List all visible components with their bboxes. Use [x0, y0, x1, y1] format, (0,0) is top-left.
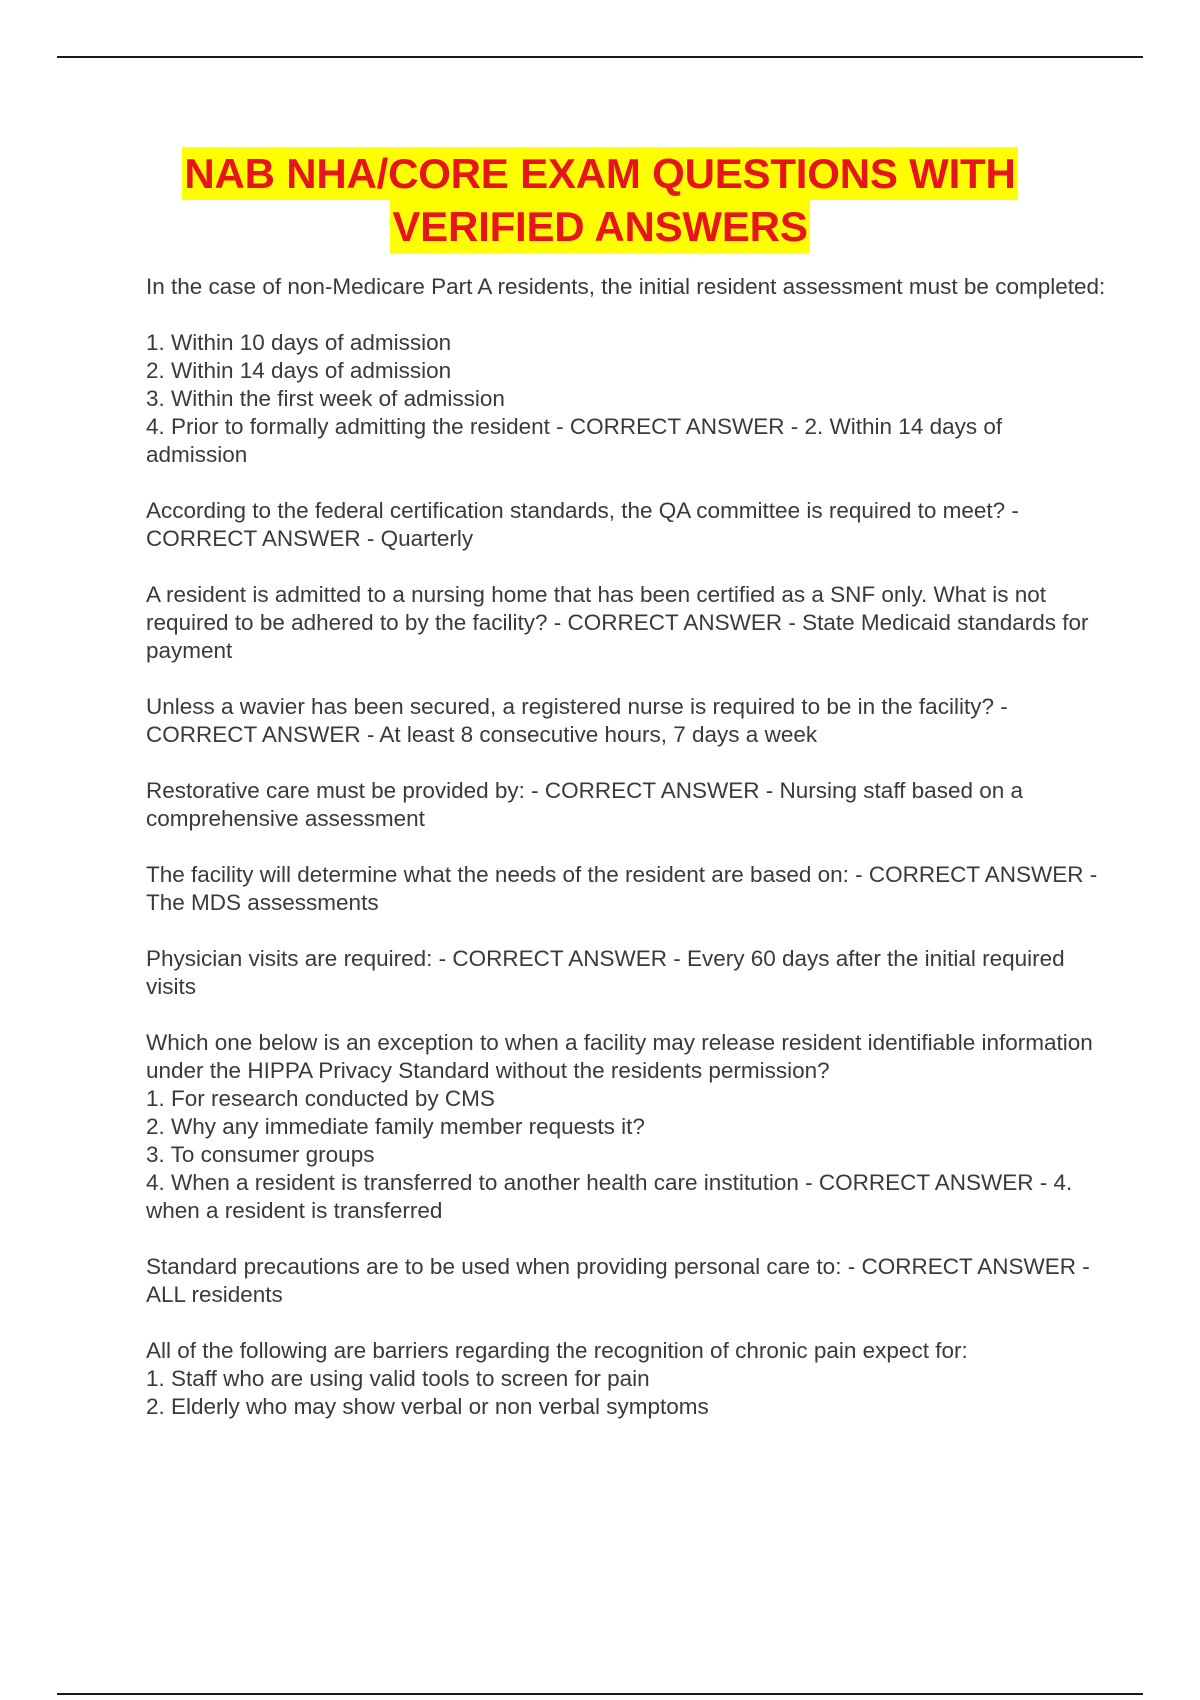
option: 2. Elderly who may show verbal or non verbal symptoms	[146, 1394, 709, 1419]
question-text: A resident is admitted to a nursing home that has been certified as a SNF only. What is not required to be adhered to by the facility? - CORRECT ANSWER - State Medicaid standards for payment	[146, 582, 1089, 663]
title-line-1: NAB NHA/CORE EXAM QUESTIONS WITH	[182, 147, 1017, 200]
option: 3. To consumer groups	[146, 1142, 375, 1167]
question-text: Restorative care must be provided by: - CORRECT ANSWER - Nursing staff based on a comprehensive assessment	[146, 778, 1024, 831]
qa-item	[146, 497, 1106, 553]
footer-rule	[57, 1693, 1143, 1695]
option: 2. Within 14 days of admission	[146, 358, 452, 383]
question-text: Which one below is an exception to when a facility may release resident identifiable information under the HIPPA Privacy Standard without the residents permission?	[146, 1030, 1093, 1083]
qa-item	[146, 945, 1106, 1001]
qa-item	[146, 273, 1106, 469]
question-text: Physician visits are required: - CORRECT ANSWER - Every 60 days after the initial required visits	[146, 946, 1065, 999]
qa-list	[146, 273, 1106, 1449]
options-list	[146, 1085, 1106, 1225]
question-text: All of the following are barriers regarding the recognition of chronic pain expect for:	[146, 1338, 968, 1363]
qa-item	[146, 1029, 1106, 1225]
option: 1. For research conducted by CMS	[146, 1086, 495, 1111]
question-text: Unless a wavier has been secured, a registered nurse is required to be in the facility? - CORRECT ANSWER - At least 8 consecutive hours, 7 days a week	[146, 694, 1008, 747]
document-title	[0, 147, 1200, 253]
option: 1. Within 10 days of admission	[146, 330, 452, 355]
option: 4. Prior to formally admitting the resident - CORRECT ANSWER - 2. Within 14 days of admission	[146, 414, 1003, 467]
question-text: In the case of non-Medicare Part A residents, the initial resident assessment must be completed:	[146, 274, 1106, 299]
header-rule	[57, 56, 1143, 58]
qa-item	[146, 861, 1106, 917]
qa-item	[146, 1337, 1106, 1421]
options-list	[146, 329, 1106, 469]
option: 4. When a resident is transferred to another health care institution - CORRECT ANSWER - 4. when a resident is transferred	[146, 1170, 1073, 1223]
question-text: According to the federal certification standards, the QA committee is required to meet? - CORRECT ANSWER - Quarterly	[146, 498, 1019, 551]
title-line-2: VERIFIED ANSWERS	[390, 200, 809, 253]
question-text: The facility will determine what the needs of the resident are based on: - CORRECT ANSWER - The MDS assessments	[146, 862, 1098, 915]
option: 1. Staff who are using valid tools to screen for pain	[146, 1366, 650, 1391]
option: 3. Within the first week of admission	[146, 386, 505, 411]
question-text: Standard precautions are to be used when providing personal care to: - CORRECT ANSWER - ALL residents	[146, 1254, 1090, 1307]
qa-item	[146, 581, 1106, 665]
qa-item	[146, 693, 1106, 749]
options-list	[146, 1365, 1106, 1421]
option: 2. Why any immediate family member requests it?	[146, 1114, 645, 1139]
qa-item	[146, 1253, 1106, 1309]
qa-item	[146, 777, 1106, 833]
